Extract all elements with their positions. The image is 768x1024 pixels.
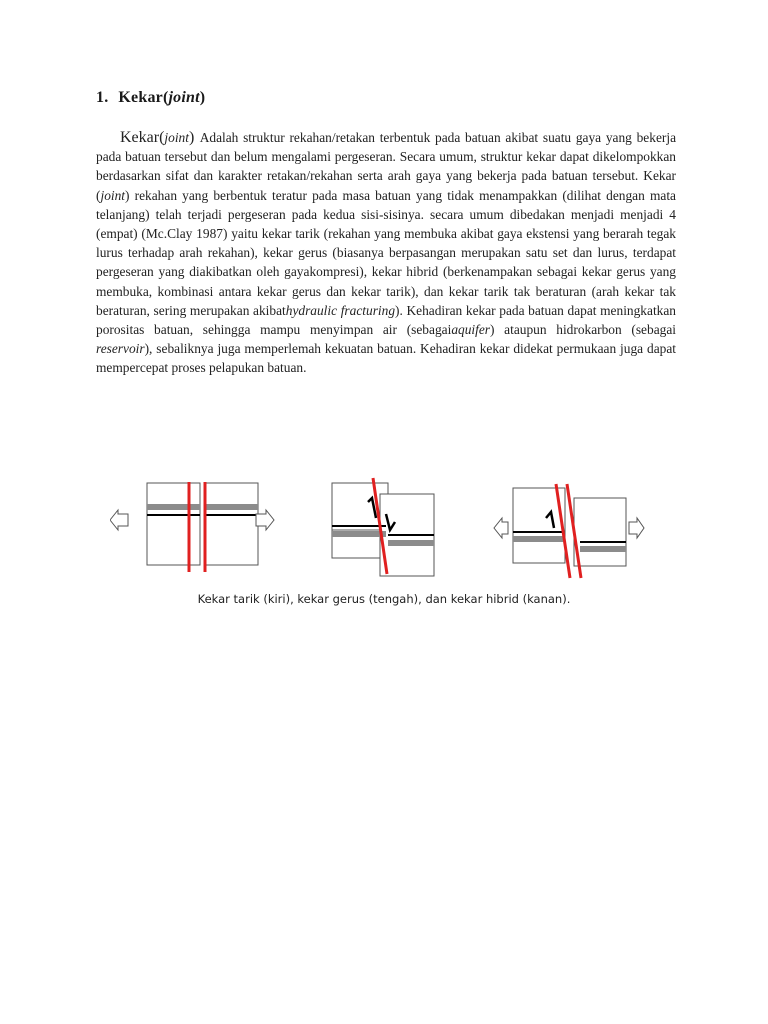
right-arrow-icon — [629, 518, 644, 538]
paragraph-text: ) ataupun hidrokarbon (sebagai — [490, 322, 677, 338]
right-block — [205, 483, 258, 565]
layer-band — [388, 540, 434, 546]
layer-band — [205, 504, 258, 510]
kekar-tarik-diagram — [110, 482, 274, 572]
layer-band — [147, 504, 200, 510]
italic-term: hydraulic fracturing — [285, 302, 396, 318]
right-block — [574, 498, 626, 566]
layer-band — [332, 531, 386, 537]
left-arrow-icon — [110, 510, 128, 530]
kekar-gerus-diagram — [332, 478, 434, 576]
italic-term: aquifer — [451, 322, 490, 338]
paragraph-text: Adalah struktur rekahan/retakan terbentuk pada batuan akibat suatu gaya yang bekerja pada batuan tersebut dan belum mengalami pergeseran. Secara umum, struktur kekar dapat dikelompokkan berdasarkan sifat dan karakter retakan/rekahan serta arah gaya yang bekerja pada batuan tersebut. Kekar ( — [96, 130, 677, 203]
section-title-italic: joint — [168, 89, 200, 106]
section-number: 1. — [96, 89, 109, 106]
joint-types-figure — [110, 470, 670, 590]
right-arrow-icon — [256, 510, 274, 530]
section-heading — [96, 89, 205, 107]
paragraph-text: ), sebaliknya juga memperlemah kekuatan batuan. Kehadiran kekar didekat permukaan juga dapat mempercepat proses pelapukan batuan. — [96, 341, 676, 376]
kekar-hibrid-diagram — [494, 484, 644, 578]
paragraph-text: ) — [188, 129, 200, 146]
figure-caption: Kekar tarik (kiri), kekar gerus (tengah), dan kekar hibrid (kanan). — [197, 592, 571, 606]
left-arrow-icon — [494, 518, 508, 538]
section-title: Kekar( — [118, 89, 169, 106]
italic-term: joint — [100, 187, 126, 203]
section-title-close: ) — [199, 89, 206, 106]
layer-band — [513, 536, 563, 542]
paragraph-text: Kekar( — [120, 129, 165, 146]
italic-term: joint — [164, 130, 189, 145]
left-block — [147, 483, 200, 565]
paragraph-text: ) rekahan yang berbentuk teratur pada masa batuan yang tidak menampakkan (dilihat dengan mata telanjang) telah terjadi pergeseran pada kedua sisi-sisinya. secara umum dibedakan menjadi menjadi 4 (empat) (Mc.Clay 1987) yaitu kekar tarik (rekahan yang membuka akibat gaya ekstensi yang berarah tegak lurus terhadap arah rekahan), kekar gerus (biasanya berpasangan merupakan satu set dan lurus, terdapat pergeseran yang diakibatkan oleh gayakompresi), kekar hibrid (berkenampakan sebagai kekar gerus yang membuka, kombinasi antara kekar gerus dan kekar tarik), dan kekar tarik tak beraturan (arah kekar tak beraturan, sering merupakan akibat — [96, 187, 676, 318]
body-paragraph — [96, 128, 676, 378]
paragraph-text: ). Kehadiran kekar pada batuan dapat meningkatkan porositas batuan, sehingga mampu menyimpan air (sebagai — [96, 302, 676, 338]
layer-band — [580, 546, 626, 552]
italic-term: reservoir — [96, 341, 145, 357]
